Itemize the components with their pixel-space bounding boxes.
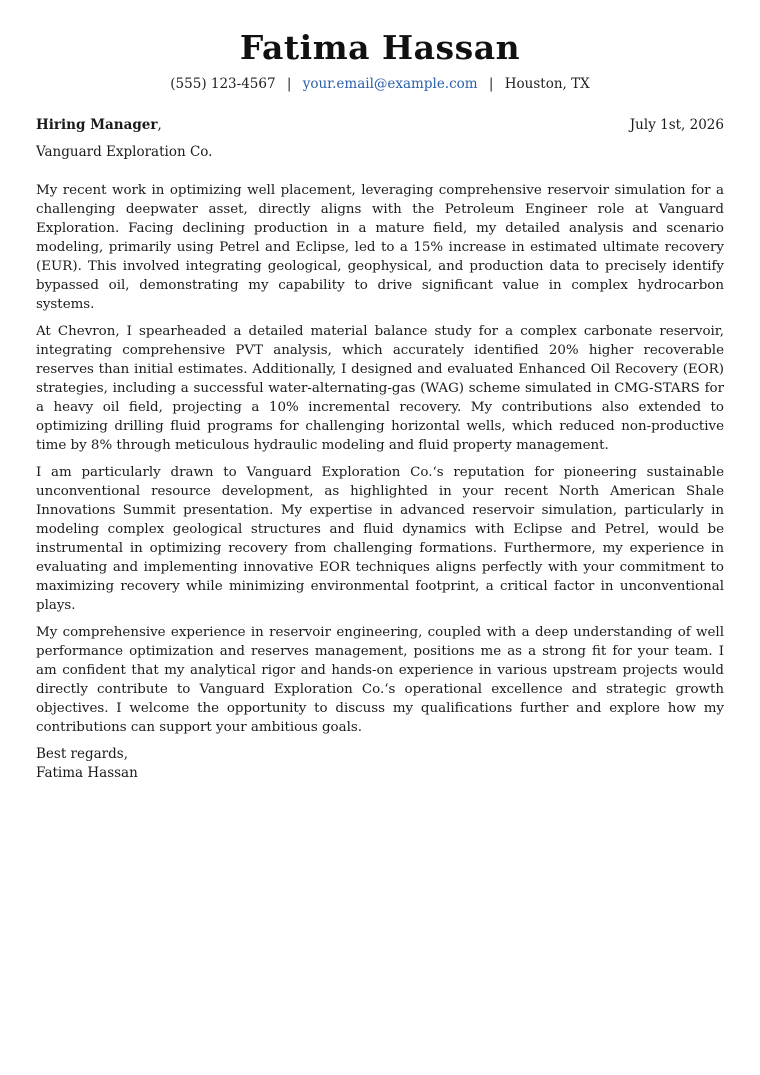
applicant-name: Fatima Hassan bbox=[239, 28, 521, 67]
body-paragraph: I am particularly drawn to Vanguard Exploration Co.‘s reputation for pioneering sustainable unconventional resource development, as highlighted in your recent North American Shale Innovations Summit presentation. My expertise in advanced reservoir simulation, particularly in modeling complex geological structures and fluid dynamics with Eclipse and Petrel, would be instrumental in optimizing recovery from challenging formations. Furthermore, my experience in evaluating and implementing innovative EOR techniques aligns perfectly with your commitment to maximizing recovery while minimizing environmental footprint, a critical factor in unconventional plays. bbox=[36, 465, 724, 613]
contact-separator: | bbox=[286, 76, 292, 92]
email-link[interactable]: your.email@example.com bbox=[302, 76, 478, 92]
location: Houston, TX bbox=[504, 76, 590, 92]
contact-separator: | bbox=[488, 76, 494, 92]
closing-block bbox=[36, 745, 724, 783]
body-paragraph: My comprehensive experience in reservoir engineering, coupled with a deep understanding of well performance optimization and reserves management, positions me as a strong fit for your team. I am confident that my analytical rigor and hands-on experience in various upstream projects would directly contribute to Vanguard Exploration Co.‘s operational excellence and strategic growth objectives. I welcome the opportunity to discuss my qualifications further and explore how my contributions can support your ambitious goals. bbox=[36, 625, 724, 735]
body-paragraph: At Chevron, I spearheaded a detailed material balance study for a complex carbonate reservoir, integrating comprehensive PVT analysis, which accurately identified 20% higher recoverable reserves than initial estimates. Additionally, I designed and evaluated Enhanced Oil Recovery (EOR) strategies, including a successful water-alternating-gas (WAG) scheme simulated in CMG-STARS for a heavy oil field, projecting a 10% incremental recovery. My contributions also extended to optimizing drilling fluid programs for challenging horizontal wells, which reduced non-productive time by 8% through meticulous hydraulic modeling and fluid property management. bbox=[36, 324, 724, 453]
contact-line bbox=[36, 75, 724, 93]
recipient-title: Hiring Manager bbox=[36, 117, 158, 133]
closing-salutation: Best regards, bbox=[36, 746, 129, 762]
recipient-company: Vanguard Exploration Co. bbox=[36, 144, 213, 160]
recipient-date-row bbox=[36, 116, 724, 134]
recipient-line bbox=[36, 116, 162, 134]
body-paragraph: My recent work in optimizing well placement, leveraging comprehensive reservoir simulation for a challenging deepwater asset, directly aligns with the Petroleum Engineer role at Vanguard Exploration. Facing declining production in a mature field, my detailed analysis and scenario modeling, primarily using Petrel and Eclipse, led to a 15% increase in estimated ultimate recovery (EUR). This involved integrating geological, geophysical, and production data to precisely identify bypassed oil, demonstrating my capability to drive significant value in complex hydrocarbon systems. bbox=[36, 183, 724, 312]
signature-name: Fatima Hassan bbox=[36, 765, 138, 781]
letter-body bbox=[36, 181, 724, 737]
phone-number: (555) 123-4567 bbox=[170, 76, 276, 92]
recipient-title-comma: , bbox=[157, 117, 162, 133]
letter-date: July 1st, 2026 bbox=[629, 117, 724, 133]
